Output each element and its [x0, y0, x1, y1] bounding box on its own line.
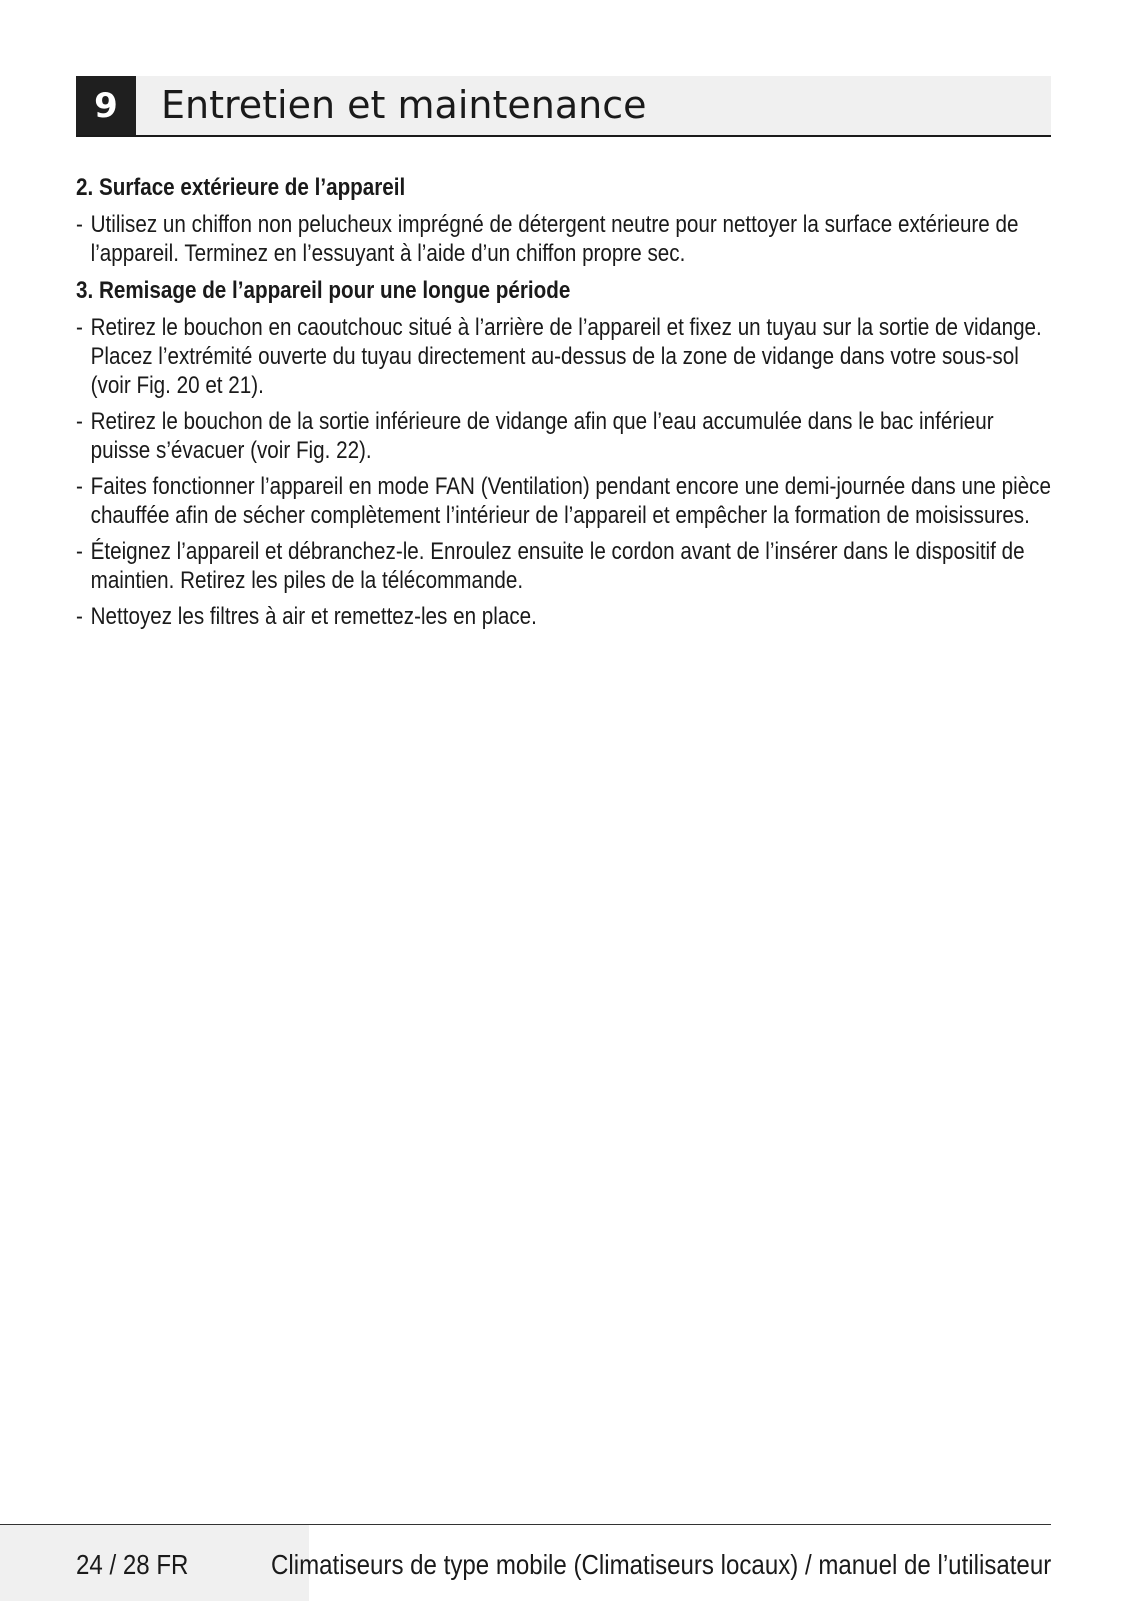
bullet-dash: - — [76, 473, 83, 500]
footer-title: Climatiseurs de type mobile (Climatiseurs locaux) / manuel de l’utilisateur — [270, 1549, 1051, 1580]
section-header — [76, 76, 1051, 137]
page-content — [76, 172, 1051, 638]
list-item: - Utilisez un chiffon non pelucheux imprégné de détergent neutre pour nettoyer la surface extérieure de l’appareil. Terminez en l’essuyant à l’aide d’un chiffon propre sec. — [76, 211, 1019, 267]
subsection-heading-storage: 3. Remisage de l’appareil pour une longue période — [76, 277, 571, 304]
list-item: - Éteignez l’appareil et débranchez-le. Enroulez ensuite le cordon avant de l’insérer dans le dispositif de maintien. Retirez les piles de la télécommande. — [76, 538, 1025, 594]
bullet-dash: - — [76, 314, 83, 341]
section-number: 9 — [76, 76, 136, 135]
surface-list — [76, 210, 1051, 268]
bullet-dash: - — [76, 408, 83, 435]
subsection-heading-surface: 2. Surface extérieure de l’appareil — [76, 174, 406, 201]
section-title: Entretien et maintenance — [161, 83, 647, 127]
page-number: 24 / 28 FR — [76, 1549, 189, 1580]
bullet-dash: - — [76, 538, 83, 565]
bullet-dash: - — [76, 211, 83, 238]
list-item: - Retirez le bouchon en caoutchouc situé à l’arrière de l’appareil et fixez un tuyau sur la sortie de vidange. Placez l’extrémité ouverte du tuyau directement au-dessus de la zone de vidange dans votre sous-sol (voir Fig. 20 et 21). — [76, 314, 1042, 399]
list-item: - Nettoyez les filtres à air et remettez-les en place. — [76, 603, 537, 630]
storage-list — [76, 313, 1051, 631]
list-item: - Retirez le bouchon de la sortie inférieure de vidange afin que l’eau accumulée dans le bac inférieur puisse s’évacuer (voir Fig. 22). — [76, 408, 994, 464]
list-item: - Faites fonctionner l’appareil en mode FAN (Ventilation) pendant encore une demi-journée dans une pièce chauffée afin de sécher complètement l’intérieur de l’appareil et empêcher la formation de moisissures. — [76, 473, 1051, 529]
bullet-dash: - — [76, 603, 83, 630]
